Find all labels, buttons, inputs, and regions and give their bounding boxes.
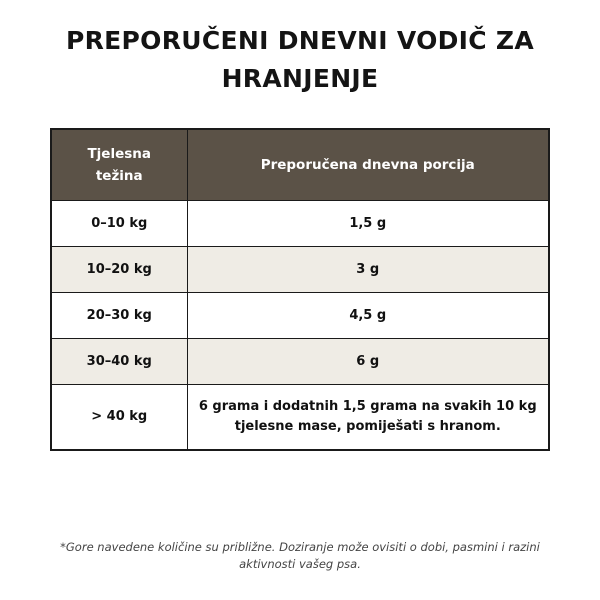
- weight-cell: > 40 kg: [51, 385, 187, 451]
- page-title: PREPORUČENI DNEVNI VODIČ ZA HRANJENJE: [66, 26, 534, 93]
- weight-cell: 10–20 kg: [51, 247, 187, 293]
- table-row: [51, 201, 549, 247]
- weight-cell: 20–30 kg: [51, 293, 187, 339]
- portion-cell: 3 g: [187, 247, 549, 293]
- table-row: [51, 339, 549, 385]
- header-portion: Preporučena dnevna porcija: [187, 129, 549, 201]
- portion-cell: 1,5 g: [187, 201, 549, 247]
- header-weight: Tjelesna težina: [51, 129, 187, 201]
- table-row: [51, 293, 549, 339]
- portion-cell: 4,5 g: [187, 293, 549, 339]
- portion-cell: 6 grama i dodatnih 1,5 grama na svakih 10 kg tjelesne mase, pomiješati s hranom.: [187, 385, 549, 451]
- table-row: [51, 385, 549, 451]
- weight-cell: 30–40 kg: [51, 339, 187, 385]
- footnote: *Gore navedene količine su približne. Doziranje može ovisiti o dobi, pasmini i razini aktivnosti vašeg psa.: [60, 540, 540, 571]
- table-header-row: [51, 129, 549, 201]
- feeding-table: [50, 128, 550, 451]
- portion-cell: 6 g: [187, 339, 549, 385]
- table-row: [51, 247, 549, 293]
- weight-cell: 0–10 kg: [51, 201, 187, 247]
